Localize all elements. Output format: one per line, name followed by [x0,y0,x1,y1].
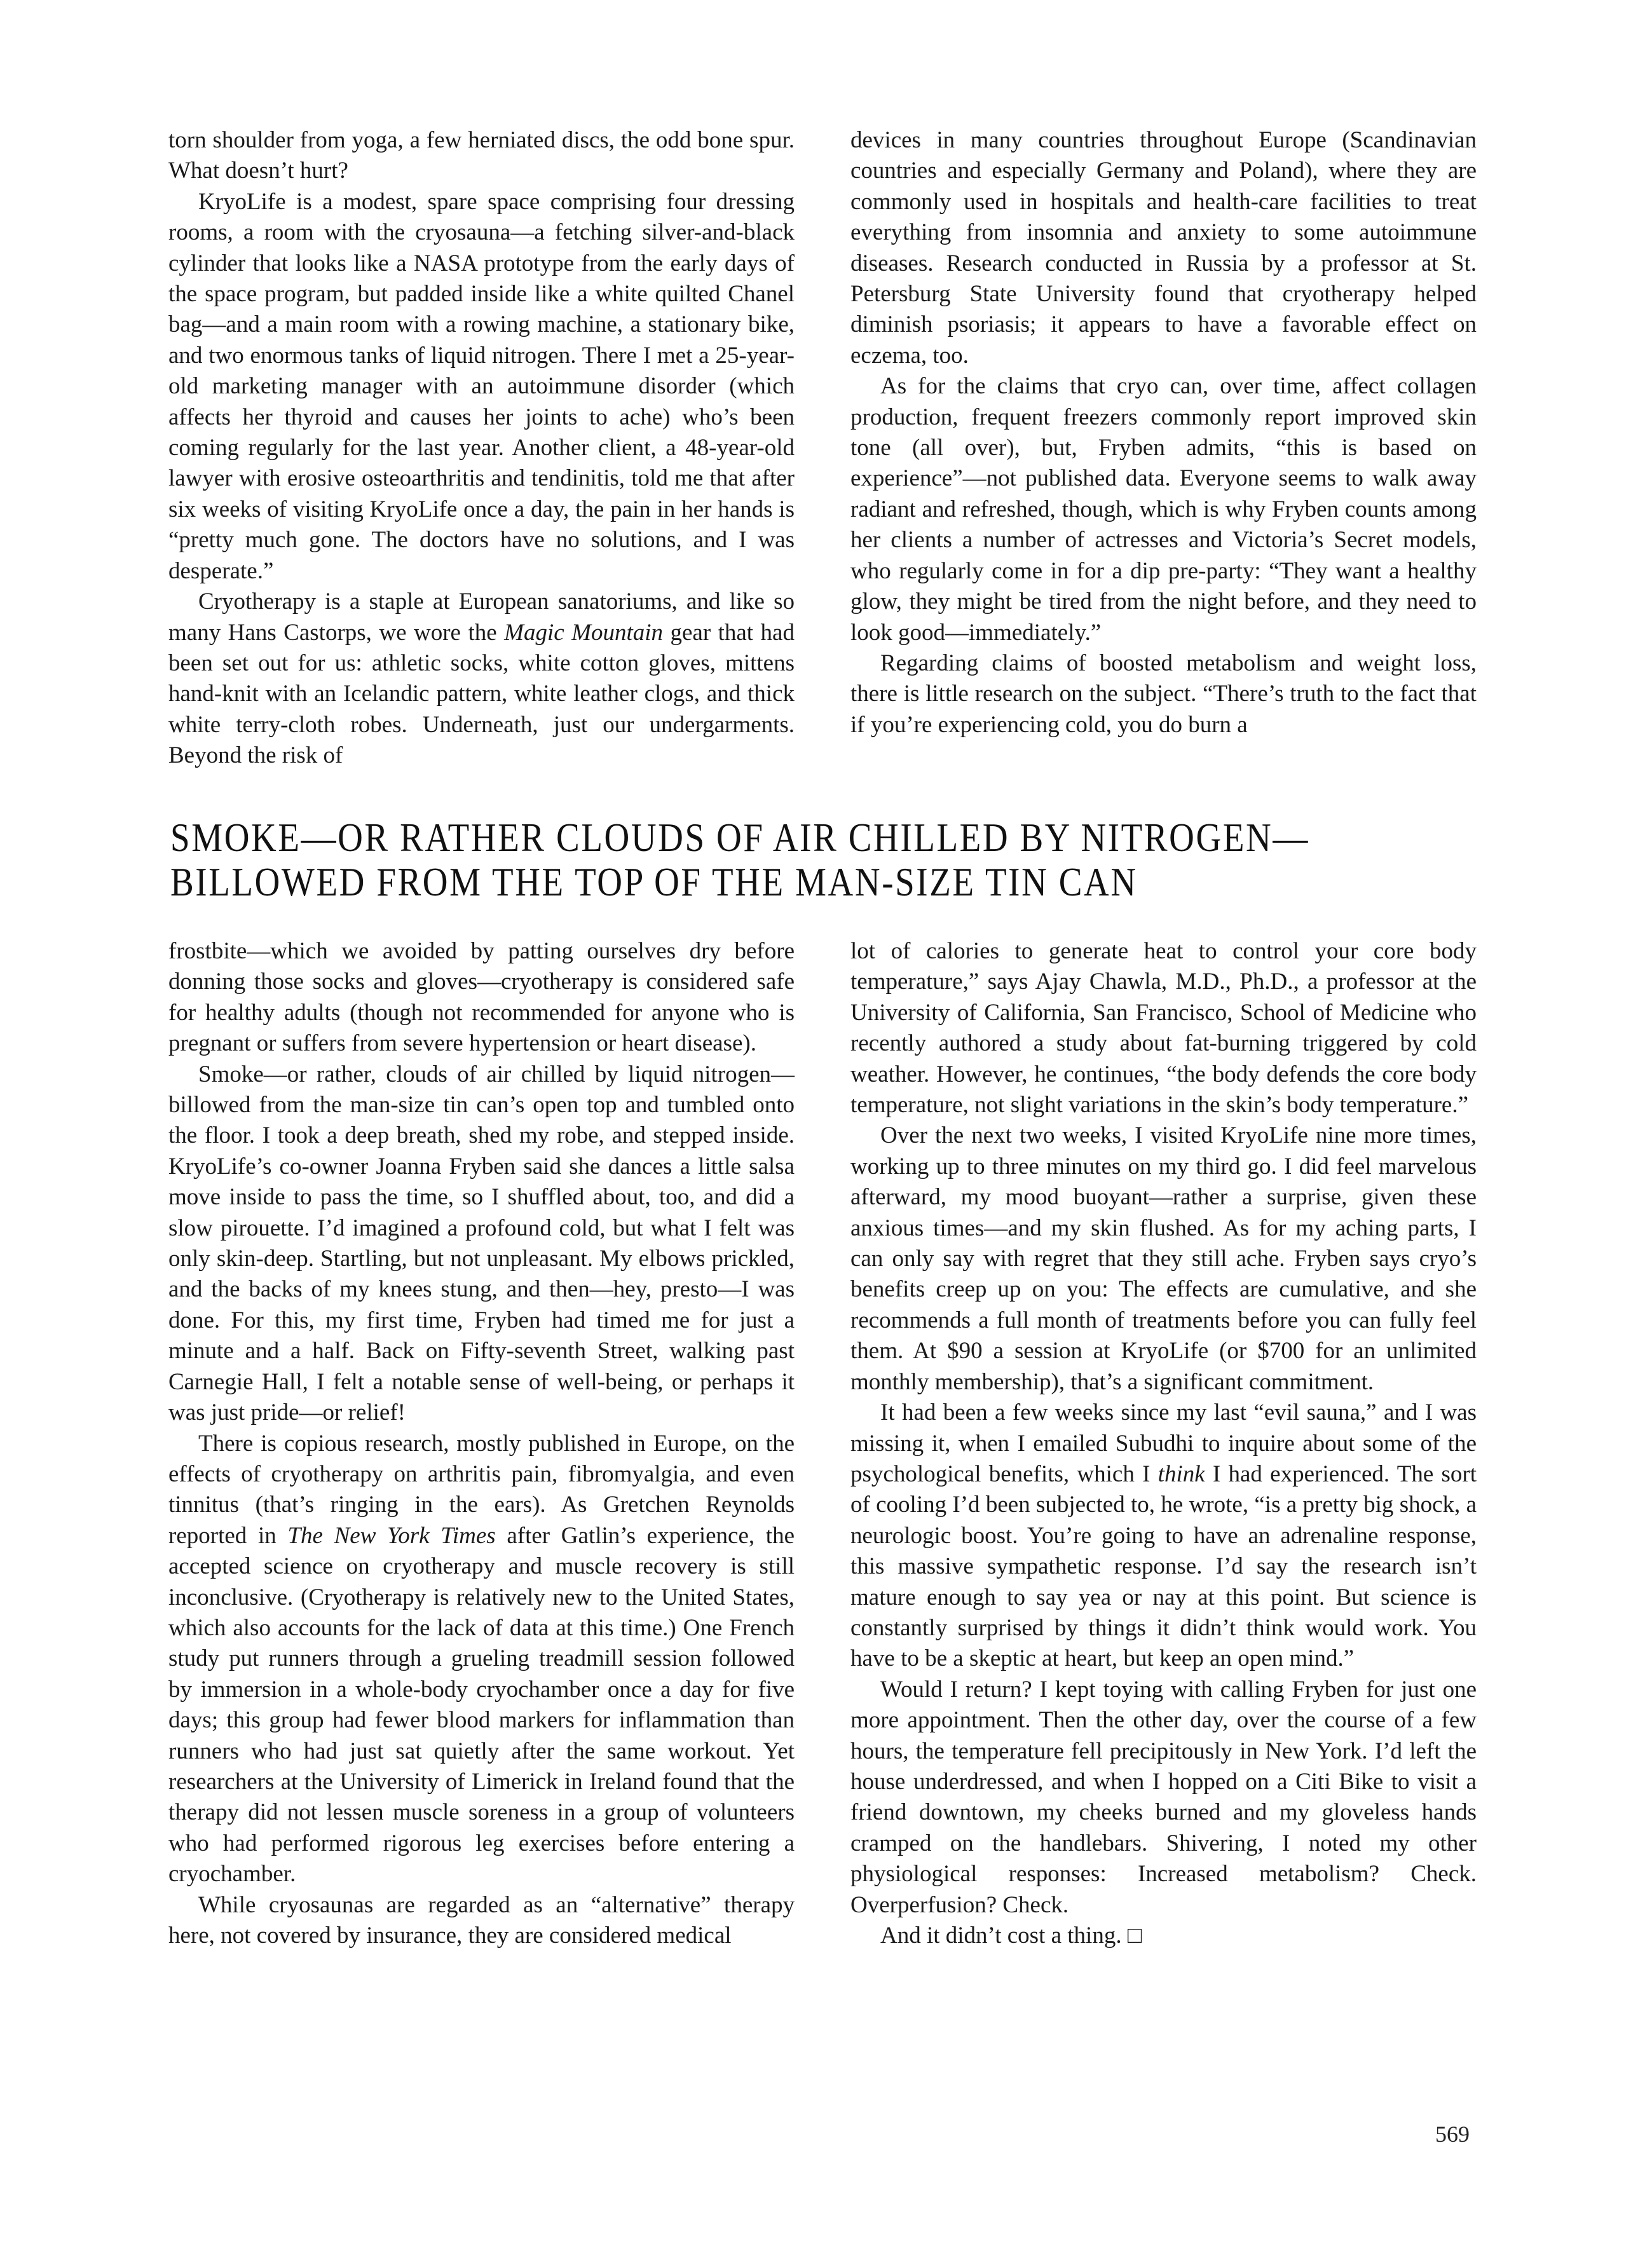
article-column-bottom-right [850,936,1477,1951]
paragraph: Over the next two weeks, I visited KryoLife nine more times, working up to three minutes on my third go. I did feel marvelous afterward, my mood buoyant—rather a surprise, given these anxious times—and my skin flushed. As for my aching parts, I can only say with regret that they still ache. Fryben says cryo’s benefits creep up on you: The effects are cumulative, and she recommends a full month of treatments before you can fully feel them. At $90 a session at KryoLife (or $700 for an unlimited monthly membership), that’s a significant commitment. [850,1122,1477,1395]
paragraph: Would I return? I kept toying with calling Fryben for just one more appointment. Then the other day, over the course of a few hours, the temperature fell precipitously in New York. I’d left the house underdressed, and when I hopped on a Citi Bike to visit a friend downtown, my cheeks burned and my gloveless hands cramped on the handlebars. Shivering, I noted my other physiological responses: Increased metabolism? Check. Overperfusion? Check. [850,1676,1477,1918]
paragraph: devices in many countries throughout Europe (Scandinavian countries and especially Germany and Poland), where they are commonly used in hospitals and health-care facilities to treat everything from insomnia and anxiety to some autoimmune diseases. Research conducted in Russia by a professor at St. Petersburg State University found that cryotherapy helped diminish psoriasis; it appears to have a favorable effect on eczema, too. [850,127,1477,369]
article-column-bottom-left [168,936,795,1951]
paragraph: KryoLife is a modest, spare space comprising four dressing rooms, a room with the cryosauna—a fetching silver-and-black cylinder that looks like a NASA prototype from the early days of the space program, but padded inside like a white quilted Chanel bag—and a main room with a rowing machine, a stationary bike, and two enormous tanks of liquid nitrogen. There I met a 25-year-old marketing manager with an autoimmune disorder (which affects her thyroid and causes her joints to ache) who’s been coming regularly for the last year. Another client, a 48-year-old lawyer with erosive osteoarthritis and tendinitis, told me that after six weeks of visiting KryoLife once a day, the pain in her hands is “pretty much gone. The doctors have no solutions, and I was desperate.” [168,188,795,584]
paragraph: As for the claims that cryo can, over time, affect collagen production, frequent freezers commonly report improved skin tone (all over), but, Fryben admits, “this is based on experience”—not published data. Everyone seems to walk away radiant and refreshed, though, which is why Fryben counts among her clients a number of actresses and Victoria’s Secret models, who regularly come in for a dip pre-party: “They want a healthy glow, they might be tired from the night before, and they need to look good—immediately.” [850,373,1477,646]
article-column-top-left [168,125,795,772]
closing-paragraph: And it didn’t cost a thing. □ [880,1923,1142,1949]
publication-title: The New York Times [287,1522,496,1549]
pull-quote-headline [170,815,1307,904]
paragraph: Smoke—or rather, clouds of air chilled by liquid nitrogen—billowed from the man-size tin can’s open top and tumbled onto the floor. I took a deep breath, shed my robe, and stepped inside. KryoLife’s co-owner Joanna Fryben said she dances a little salsa move inside to pass the time, so I shuffled about, too, and did a slow pirouette. I’d imagined a profound cold, but what I felt was only skin-deep. Startling, but not unpleasant. My elbows prickled, and the backs of my knees stung, and then—hey, presto—I was done. For this, my first time, Fryben had timed me for just a minute and a half. Back on Fifty-seventh Street, walking past Carnegie Hall, I felt a notable sense of well-being, or perhaps it was just pride—or relief! [168,1061,795,1426]
headline-line-1: SMOKE—OR RATHER CLOUDS OF AIR CHILLED BY NITROGEN— [170,815,1309,860]
paragraph: lot of calories to generate heat to control your core body temperature,” says Ajay Chawla, M.D., Ph.D., a professor at the University of California, San Francisco, School of Medicine who recently authored a study about fat-burning triggered by cold weather. However, he continues, “the body defends the core body temperature, not slight variations in the skin’s body temperature.” [850,938,1477,1119]
paragraph: While cryosaunas are regarded as an “alternative” therapy here, not covered by insurance, they are considered medical [168,1891,795,1949]
paragraph: Cryotherapy is a staple at European sanatoriums, and like so many Hans Castorps, we wore the Magic Mountain gear that had been set out for us: athletic socks, white cotton gloves, mittens hand-knit with an Icelandic pattern, white leather clogs, and thick white terry-cloth robes. Underneath, just our undergarments. Beyond the risk of [168,589,795,769]
paragraph: frostbite—which we avoided by patting ourselves dry before donning those socks and gloves—cryotherapy is considered safe for healthy adults (though not recommended for anyone who is pregnant or suffers from severe hypertension or heart disease). [168,938,795,1057]
paragraph: It had been a few weeks since my last “evil sauna,” and I was missing it, when I emailed Subudhi to inquire about some of the psychological benefits, which I think I had experienced. The sort of cooling I’d been subjected to, he wrote, “is a pretty big shock, a neurologic boost. You’re going to have an adrenaline response, this massive sympathetic response. I’d say the research isn’t mature enough to say yea or nay at this point. But science is constantly surprised by things it didn’t think would work. You have to be a skeptic at heart, but keep an open mind.” [850,1399,1477,1672]
page-number: 569 [1435,2121,1470,2147]
book-title: Magic Mountain [504,619,663,646]
paragraph: Regarding claims of boosted metabolism and weight loss, there is little research on the subject. “There’s truth to the fact that if you’re experiencing cold, you do burn a [850,650,1477,738]
emphasis: think [1157,1460,1205,1487]
paragraph: torn shoulder from yoga, a few herniated discs, the odd bone spur. What doesn’t hurt? [168,127,795,184]
headline-line-2: BILLOWED FROM THE TOP OF THE MAN-SIZE TIN CAN [170,859,1138,904]
article-column-top-right [850,125,1477,740]
paragraph: There is copious research, mostly published in Europe, on the effects of cryotherapy on arthritis pain, fibromyalgia, and even tinnitus (that’s ringing in the ears). As Gretchen Reynolds reported in The New York Times after Gatlin’s experience, the accepted science on cryotherapy and muscle recovery is still inconclusive. (Cryotherapy is relatively new to the United States, which also accounts for the lack of data at this time.) One French study put runners through a grueling treadmill session followed by immersion in a whole-body cryochamber once a day for five days; this group had fewer blood markers for inflammation than runners who had just sat quietly after the same workout. Yet researchers at the University of Limerick in Ireland found that the therapy did not lessen muscle soreness in a group of volunteers who had performed rigorous leg exercises before entering a cryochamber. [168,1430,795,1888]
